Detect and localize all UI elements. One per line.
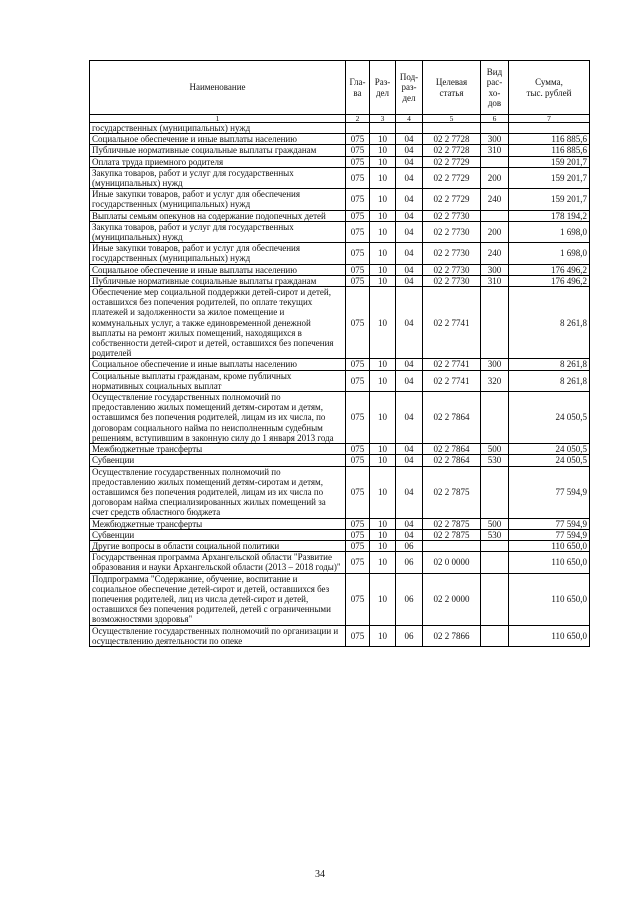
row-expense-type: 530 <box>481 455 509 466</box>
table-row <box>90 134 590 145</box>
row-amount: 176 496,2 <box>509 275 590 286</box>
row-expense-type: 300 <box>481 134 509 145</box>
row-section: 10 <box>370 370 396 391</box>
row-amount: 110 650,0 <box>509 573 590 625</box>
row-name: Осуществление государственных полномочий по организации и осуществлению деятельности по опеке <box>90 625 346 646</box>
row-chapter: 075 <box>346 455 370 466</box>
table-row <box>90 145 590 156</box>
row-subsection: 04 <box>396 156 423 167</box>
row-subsection: 04 <box>396 275 423 286</box>
row-section: 10 <box>370 552 396 573</box>
row-section: 10 <box>370 518 396 529</box>
page-number: 34 <box>315 869 325 880</box>
row-subsection: 04 <box>396 370 423 391</box>
row-amount: 8 261,8 <box>509 287 590 359</box>
table-row <box>90 518 590 529</box>
row-chapter: 075 <box>346 370 370 391</box>
row-amount <box>509 123 590 134</box>
header-chapter: Гла- ва <box>346 61 370 115</box>
row-chapter: 075 <box>346 518 370 529</box>
row-section: 10 <box>370 529 396 540</box>
row-chapter: 075 <box>346 243 370 264</box>
row-target: 02 2 7730 <box>423 275 481 286</box>
row-section: 10 <box>370 625 396 646</box>
row-target: 02 2 7730 <box>423 221 481 242</box>
row-section: 10 <box>370 210 396 221</box>
table-row <box>90 466 590 518</box>
row-name: Другие вопросы в области социальной политики <box>90 540 346 551</box>
table-row <box>90 455 590 466</box>
row-chapter: 075 <box>346 392 370 444</box>
row-target: 02 2 7729 <box>423 167 481 188</box>
header-amount: Сумма, тыс. рублей <box>509 61 590 115</box>
row-expense-type: 300 <box>481 264 509 275</box>
table-row <box>90 573 590 625</box>
row-amount: 77 594,9 <box>509 529 590 540</box>
row-amount: 1 698,0 <box>509 221 590 242</box>
row-expense-type <box>481 392 509 444</box>
row-expense-type: 530 <box>481 529 509 540</box>
row-expense-type: 240 <box>481 243 509 264</box>
row-expense-type: 320 <box>481 370 509 391</box>
row-subsection: 04 <box>396 221 423 242</box>
row-section: 10 <box>370 134 396 145</box>
row-name: Иные закупки товаров, работ и услуг для обеспечения государственных (муниципальных) нужд <box>90 189 346 210</box>
row-chapter <box>346 123 370 134</box>
table-row <box>90 221 590 242</box>
row-expense-type: 200 <box>481 167 509 188</box>
row-chapter: 075 <box>346 287 370 359</box>
row-subsection <box>396 123 423 134</box>
row-target <box>423 123 481 134</box>
row-expense-type <box>481 210 509 221</box>
column-number: 2 <box>346 115 370 123</box>
column-number: 6 <box>481 115 509 123</box>
table-row <box>90 370 590 391</box>
table-row <box>90 264 590 275</box>
header-section: Раз- дел <box>370 61 396 115</box>
table-row <box>90 529 590 540</box>
row-section: 10 <box>370 359 396 370</box>
row-expense-type <box>481 540 509 551</box>
row-section: 10 <box>370 455 396 466</box>
row-target: 02 2 7728 <box>423 134 481 145</box>
row-target: 02 2 7729 <box>423 156 481 167</box>
row-chapter: 075 <box>346 167 370 188</box>
row-amount: 159 201,7 <box>509 189 590 210</box>
row-name: Закупка товаров, работ и услуг для государственных (муниципальных) нужд <box>90 167 346 188</box>
table-row <box>90 625 590 646</box>
row-subsection: 06 <box>396 573 423 625</box>
column-number: 3 <box>370 115 396 123</box>
table-row <box>90 392 590 444</box>
row-name: Государственная программа Архангельской области "Развитие образования и науки Архангельской области (2013 – 2018 годы)" <box>90 552 346 573</box>
row-amount: 176 496,2 <box>509 264 590 275</box>
row-section: 10 <box>370 145 396 156</box>
row-target: 02 2 7875 <box>423 466 481 518</box>
row-section: 10 <box>370 540 396 551</box>
table-body <box>90 123 590 647</box>
row-name: Социальные выплаты гражданам, кроме публичных нормативных социальных выплат <box>90 370 346 391</box>
header-expense-type: Вид рас- хо- дов <box>481 61 509 115</box>
row-chapter: 075 <box>346 156 370 167</box>
row-chapter: 075 <box>346 134 370 145</box>
row-chapter: 075 <box>346 210 370 221</box>
table-row <box>90 552 590 573</box>
row-target: 02 2 7864 <box>423 444 481 455</box>
row-target: 02 2 7730 <box>423 210 481 221</box>
row-expense-type: 500 <box>481 444 509 455</box>
row-amount: 77 594,9 <box>509 518 590 529</box>
row-subsection: 04 <box>396 264 423 275</box>
row-chapter: 075 <box>346 466 370 518</box>
header-name: Наименование <box>90 61 346 115</box>
row-chapter: 075 <box>346 145 370 156</box>
row-subsection: 04 <box>396 392 423 444</box>
table-header <box>90 61 590 123</box>
row-target <box>423 540 481 551</box>
row-subsection: 06 <box>396 540 423 551</box>
row-chapter: 075 <box>346 529 370 540</box>
row-section: 10 <box>370 573 396 625</box>
row-target: 02 2 7741 <box>423 370 481 391</box>
row-subsection: 04 <box>396 518 423 529</box>
table-row <box>90 167 590 188</box>
row-name: Межбюджетные трансферты <box>90 518 346 529</box>
row-target: 02 0 0000 <box>423 552 481 573</box>
row-expense-type: 300 <box>481 359 509 370</box>
row-section: 10 <box>370 221 396 242</box>
row-name: Публичные нормативные социальные выплаты гражданам <box>90 275 346 286</box>
row-section: 10 <box>370 264 396 275</box>
row-subsection: 04 <box>396 145 423 156</box>
row-target: 02 2 7875 <box>423 518 481 529</box>
row-amount: 77 594,9 <box>509 466 590 518</box>
table-row <box>90 359 590 370</box>
row-section: 10 <box>370 287 396 359</box>
row-name: Межбюджетные трансферты <box>90 444 346 455</box>
row-expense-type <box>481 123 509 134</box>
row-chapter: 075 <box>346 359 370 370</box>
row-subsection: 06 <box>396 552 423 573</box>
budget-table <box>89 60 590 647</box>
row-subsection: 04 <box>396 287 423 359</box>
row-amount: 1 698,0 <box>509 243 590 264</box>
row-expense-type <box>481 552 509 573</box>
row-subsection: 04 <box>396 466 423 518</box>
row-subsection: 04 <box>396 210 423 221</box>
row-target: 02 2 7866 <box>423 625 481 646</box>
row-target: 02 2 7730 <box>423 243 481 264</box>
row-amount: 110 650,0 <box>509 552 590 573</box>
row-section: 10 <box>370 156 396 167</box>
row-expense-type <box>481 287 509 359</box>
row-chapter: 075 <box>346 573 370 625</box>
row-name: Подпрограмма "Содержание, обучение, воспитание и социальное обеспечение детей-сирот и детей, оставшихся без попечения родителей, лиц из числа детей-сирот и детей, оставшихся без попечения родителей, детей с ограниченными возможностями здоровья" <box>90 573 346 625</box>
row-subsection: 04 <box>396 529 423 540</box>
row-amount: 159 201,7 <box>509 167 590 188</box>
row-chapter: 075 <box>346 264 370 275</box>
row-section: 10 <box>370 444 396 455</box>
column-number: 4 <box>396 115 423 123</box>
row-name: Осуществление государственных полномочий по предоставлению жилых помещений детям-сиротам и детям, оставшимся без попечения родителей, лицам из их числа, по договорам социального найма по неисполненным судебным решениям, вступившим в законную силу до 1 января 2013 года <box>90 392 346 444</box>
table-row <box>90 287 590 359</box>
row-target: 02 2 7864 <box>423 392 481 444</box>
row-target: 02 2 7728 <box>423 145 481 156</box>
row-target: 02 2 7730 <box>423 264 481 275</box>
row-name: Закупка товаров, работ и услуг для государственных (муниципальных) нужд <box>90 221 346 242</box>
table-row <box>90 243 590 264</box>
row-amount: 116 885,6 <box>509 134 590 145</box>
row-amount: 24 050,5 <box>509 392 590 444</box>
row-target: 02 2 7729 <box>423 189 481 210</box>
row-target: 02 2 7864 <box>423 455 481 466</box>
row-target: 02 2 0000 <box>423 573 481 625</box>
table-row <box>90 275 590 286</box>
row-expense-type: 240 <box>481 189 509 210</box>
column-number: 7 <box>509 115 590 123</box>
row-name: Обеспечение мер социальной поддержки детей-сирот и детей, оставшихся без попечения родителей, по оплате текущих платежей и задолженности за жилое помещение и коммунальных услуг, а также единовременной денежной выплаты на ремонт жилых помещений, находящихся в собственности детей-сирот и детей, оставшихся без попечения родителей <box>90 287 346 359</box>
table-row <box>90 123 590 134</box>
row-expense-type: 200 <box>481 221 509 242</box>
column-number: 1 <box>90 115 346 123</box>
row-name: Оплата труда приемного родителя <box>90 156 346 167</box>
row-expense-type: 310 <box>481 275 509 286</box>
row-amount: 178 194,2 <box>509 210 590 221</box>
row-amount: 8 261,8 <box>509 359 590 370</box>
row-expense-type <box>481 466 509 518</box>
row-expense-type <box>481 156 509 167</box>
row-section: 10 <box>370 392 396 444</box>
row-name: Выплаты семьям опекунов на содержание подопечных детей <box>90 210 346 221</box>
row-subsection: 06 <box>396 625 423 646</box>
row-target: 02 2 7741 <box>423 287 481 359</box>
column-number-row <box>90 115 590 123</box>
table-row <box>90 156 590 167</box>
table-row <box>90 210 590 221</box>
row-subsection: 04 <box>396 134 423 145</box>
row-expense-type <box>481 625 509 646</box>
row-subsection: 04 <box>396 243 423 264</box>
table-row <box>90 444 590 455</box>
row-name: Осуществление государственных полномочий по предоставлению жилых помещений детям-сиротам и детям, оставшимся без попечения родителей, лицам из их числа по договорам найма специализированных жилых помещений за счет средств областного бюджета <box>90 466 346 518</box>
column-number: 5 <box>423 115 481 123</box>
row-section <box>370 123 396 134</box>
row-subsection: 04 <box>396 189 423 210</box>
row-section: 10 <box>370 466 396 518</box>
row-section: 10 <box>370 275 396 286</box>
row-amount: 8 261,8 <box>509 370 590 391</box>
row-subsection: 04 <box>396 167 423 188</box>
row-amount: 24 050,5 <box>509 444 590 455</box>
row-expense-type: 500 <box>481 518 509 529</box>
row-name: Социальное обеспечение и иные выплаты населению <box>90 359 346 370</box>
row-section: 10 <box>370 243 396 264</box>
row-name: государственных (муниципальных) нужд <box>90 123 346 134</box>
row-amount: 110 650,0 <box>509 625 590 646</box>
row-target: 02 2 7741 <box>423 359 481 370</box>
row-name: Иные закупки товаров, работ и услуг для обеспечения государственных (муниципальных) нужд <box>90 243 346 264</box>
row-section: 10 <box>370 189 396 210</box>
header-target: Целевая статья <box>423 61 481 115</box>
row-expense-type <box>481 573 509 625</box>
row-chapter: 075 <box>346 625 370 646</box>
row-amount: 116 885,6 <box>509 145 590 156</box>
row-name: Публичные нормативные социальные выплаты гражданам <box>90 145 346 156</box>
row-target: 02 2 7875 <box>423 529 481 540</box>
row-amount: 159 201,7 <box>509 156 590 167</box>
row-chapter: 075 <box>346 444 370 455</box>
row-subsection: 04 <box>396 444 423 455</box>
row-subsection: 04 <box>396 359 423 370</box>
row-chapter: 075 <box>346 221 370 242</box>
table-row <box>90 540 590 551</box>
row-amount: 24 050,5 <box>509 455 590 466</box>
table-row <box>90 189 590 210</box>
row-section: 10 <box>370 167 396 188</box>
row-amount: 110 650,0 <box>509 540 590 551</box>
row-expense-type: 310 <box>481 145 509 156</box>
row-name: Социальное обеспечение и иные выплаты населению <box>90 264 346 275</box>
row-chapter: 075 <box>346 552 370 573</box>
row-chapter: 075 <box>346 189 370 210</box>
row-name: Субвенции <box>90 455 346 466</box>
row-subsection: 04 <box>396 455 423 466</box>
row-chapter: 075 <box>346 540 370 551</box>
header-subsection: Под- раз- дел <box>396 61 423 115</box>
row-name: Социальное обеспечение и иные выплаты населению <box>90 134 346 145</box>
row-name: Субвенции <box>90 529 346 540</box>
row-chapter: 075 <box>346 275 370 286</box>
